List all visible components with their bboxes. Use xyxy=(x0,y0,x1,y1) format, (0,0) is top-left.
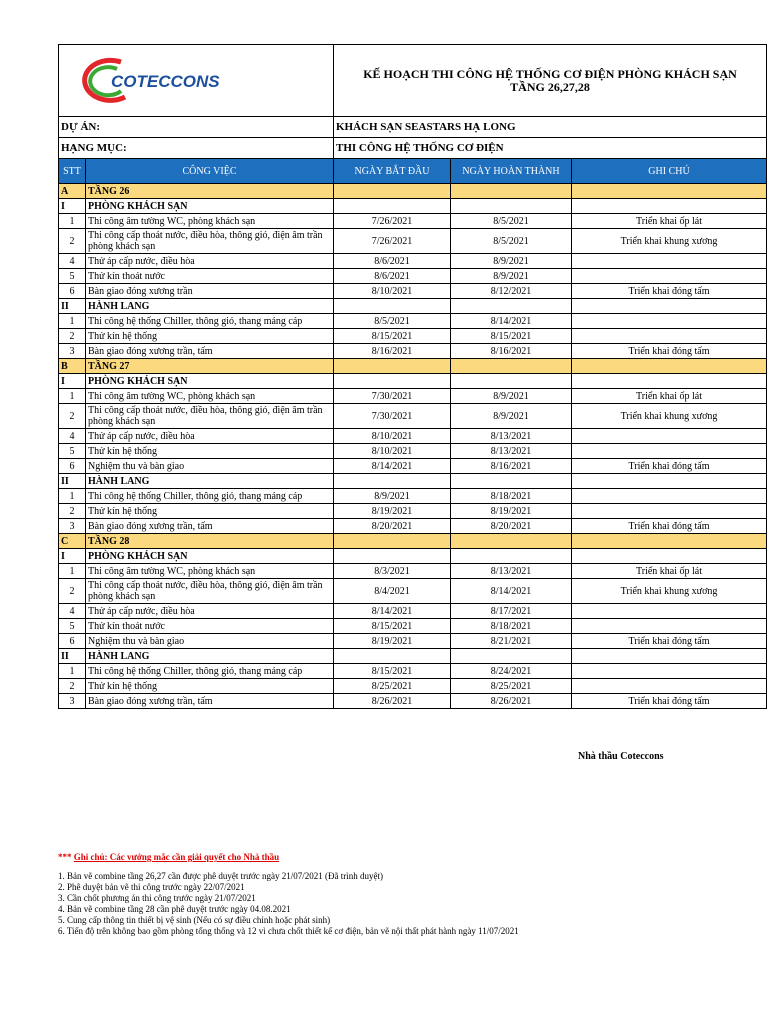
row-no: 3 xyxy=(59,694,86,709)
row-no: B xyxy=(59,359,86,374)
table-row xyxy=(59,314,767,329)
row-end-date: 8/9/2021 xyxy=(451,269,572,284)
row-start-date: 8/16/2021 xyxy=(334,344,451,359)
row-task: Thi công âm tường WC, phòng khách sạn xyxy=(86,389,334,404)
row-no: 5 xyxy=(59,269,86,284)
row-end-date: 8/9/2021 xyxy=(451,404,572,429)
row-start-date: 8/19/2021 xyxy=(334,634,451,649)
logo-cell xyxy=(59,45,334,117)
table-row xyxy=(59,344,767,359)
table-row xyxy=(59,214,767,229)
row-note: Triển khai khung xương xyxy=(572,404,767,429)
row-note xyxy=(572,199,767,214)
schedule-sheet xyxy=(58,44,766,709)
row-note: Triển khai đóng tấm xyxy=(572,694,767,709)
table-row xyxy=(59,634,767,649)
row-task: TẦNG 26 xyxy=(86,184,334,199)
notes-prefix: *** xyxy=(58,852,72,862)
row-no: 4 xyxy=(59,254,86,269)
category-label: HẠNG MỤC: xyxy=(59,138,334,159)
row-start-date: 8/9/2021 xyxy=(334,489,451,504)
row-note: Triển khai khung xương xyxy=(572,579,767,604)
col-header-start: NGÀY BẮT ĐẦU xyxy=(334,159,451,184)
title-cell xyxy=(334,45,767,117)
row-end-date: 8/13/2021 xyxy=(451,429,572,444)
row-task: Thi công cấp thoát nước, điều hòa, thông gió, điện âm trần phòng khách sạn xyxy=(86,229,334,254)
row-task: Thử kín hệ thống xyxy=(86,329,334,344)
title-line-2: TẦNG 26,27,28 xyxy=(510,79,590,94)
row-end-date: 8/20/2021 xyxy=(451,519,572,534)
row-task: Thi công hệ thống Chiller, thông gió, thang máng cáp xyxy=(86,489,334,504)
row-no: I xyxy=(59,199,86,214)
row-end-date xyxy=(451,184,572,199)
row-task: TẦNG 28 xyxy=(86,534,334,549)
row-no: II xyxy=(59,299,86,314)
row-task: Thử áp cấp nước, điều hòa xyxy=(86,254,334,269)
table-row xyxy=(59,444,767,459)
row-no: 3 xyxy=(59,519,86,534)
row-task: PHÒNG KHÁCH SẠN xyxy=(86,549,334,564)
row-no: II xyxy=(59,649,86,664)
note-item: 5. Cung cấp thông tin thiết bị vệ sinh (Nếu có sự điều chỉnh hoặc phát sinh) xyxy=(58,915,331,925)
row-end-date: 8/5/2021 xyxy=(451,214,572,229)
row-note xyxy=(572,299,767,314)
table-row xyxy=(59,694,767,709)
row-no: 2 xyxy=(59,579,86,604)
row-end-date: 8/5/2021 xyxy=(451,229,572,254)
row-no: 3 xyxy=(59,344,86,359)
row-no: C xyxy=(59,534,86,549)
row-end-date: 8/9/2021 xyxy=(451,389,572,404)
row-no: 2 xyxy=(59,229,86,254)
row-note xyxy=(572,374,767,389)
notes-list xyxy=(58,871,519,937)
row-no: 1 xyxy=(59,214,86,229)
row-end-date: 8/25/2021 xyxy=(451,679,572,694)
row-end-date: 8/14/2021 xyxy=(451,314,572,329)
row-start-date: 8/14/2021 xyxy=(334,604,451,619)
row-no: 2 xyxy=(59,504,86,519)
row-start-date xyxy=(334,184,451,199)
row-end-date: 8/26/2021 xyxy=(451,694,572,709)
note-item: 6. Tiến độ trên không bao gồm phòng tổng thống và 12 vì chưa chốt thiết kế cơ điện, bản vẽ nội thất phát hành ngày 11/07/2021 xyxy=(58,926,519,936)
row-start-date: 7/30/2021 xyxy=(334,389,451,404)
row-task: Nghiệm thu và bàn giao xyxy=(86,459,334,474)
area-subsection-row xyxy=(59,374,767,389)
table-row xyxy=(59,284,767,299)
row-task: PHÒNG KHÁCH SẠN xyxy=(86,374,334,389)
table-row xyxy=(59,504,767,519)
area-subsection-row xyxy=(59,549,767,564)
note-item: 4. Bản vẽ combine tầng 28 cần phê duyệt trước ngày 04.08.2021 xyxy=(58,904,291,914)
row-no: I xyxy=(59,549,86,564)
row-task: Thử áp cấp nước, điều hòa xyxy=(86,429,334,444)
col-header-end: NGÀY HOÀN THÀNH xyxy=(451,159,572,184)
row-note: Triển khai đóng tấm xyxy=(572,284,767,299)
row-note xyxy=(572,254,767,269)
row-end-date: 8/19/2021 xyxy=(451,504,572,519)
row-note xyxy=(572,444,767,459)
row-end-date xyxy=(451,649,572,664)
row-start-date: 8/15/2021 xyxy=(334,329,451,344)
row-no: I xyxy=(59,374,86,389)
row-start-date xyxy=(334,299,451,314)
row-note: Triển khai ốp lát xyxy=(572,214,767,229)
row-note: Triển khai đóng tấm xyxy=(572,634,767,649)
row-task: Thi công âm tường WC, phòng khách sạn xyxy=(86,564,334,579)
row-end-date: 8/16/2021 xyxy=(451,344,572,359)
row-task: TẦNG 27 xyxy=(86,359,334,374)
row-note xyxy=(572,664,767,679)
table-row xyxy=(59,229,767,254)
table-row xyxy=(59,389,767,404)
coteccons-logo xyxy=(59,45,334,113)
row-start-date: 8/15/2021 xyxy=(334,619,451,634)
table-row xyxy=(59,404,767,429)
row-no: 6 xyxy=(59,284,86,299)
row-task: Bàn giao đóng xương trần, tấm xyxy=(86,344,334,359)
col-header-task: CÔNG VIỆC xyxy=(86,159,334,184)
row-task: Thử kín thoát nước xyxy=(86,269,334,284)
row-end-date xyxy=(451,549,572,564)
row-task: Thử kín hệ thống xyxy=(86,504,334,519)
row-task: Thi công hệ thống Chiller, thông gió, thang máng cáp xyxy=(86,664,334,679)
row-start-date xyxy=(334,649,451,664)
row-note xyxy=(572,679,767,694)
row-no: A xyxy=(59,184,86,199)
row-no: 6 xyxy=(59,459,86,474)
col-header-stt: STT xyxy=(59,159,86,184)
table-row xyxy=(59,564,767,579)
row-start-date: 8/19/2021 xyxy=(334,504,451,519)
row-no: 4 xyxy=(59,429,86,444)
row-start-date xyxy=(334,534,451,549)
area-subsection-row xyxy=(59,474,767,489)
schedule-table xyxy=(58,44,767,709)
row-end-date: 8/14/2021 xyxy=(451,579,572,604)
row-note: Triển khai ốp lát xyxy=(572,389,767,404)
row-end-date xyxy=(451,359,572,374)
area-subsection-row xyxy=(59,649,767,664)
row-task: Thử áp cấp nước, điều hòa xyxy=(86,604,334,619)
row-note xyxy=(572,269,767,284)
row-note xyxy=(572,329,767,344)
note-item: 3. Cần chốt phương án thi công trước ngày 21/07/2021 xyxy=(58,893,256,903)
row-start-date: 8/10/2021 xyxy=(334,444,451,459)
row-end-date: 8/9/2021 xyxy=(451,254,572,269)
row-end-date: 8/21/2021 xyxy=(451,634,572,649)
table-row xyxy=(59,604,767,619)
row-task: Thi công cấp thoát nước, điều hòa, thông gió, điện âm trần phòng khách sạn xyxy=(86,579,334,604)
row-end-date: 8/17/2021 xyxy=(451,604,572,619)
row-task: Thi công cấp thoát nước, điều hòa, thông gió, điện âm trần phòng khách sạn xyxy=(86,404,334,429)
row-start-date: 8/20/2021 xyxy=(334,519,451,534)
notes-block xyxy=(58,852,519,937)
table-row xyxy=(59,459,767,474)
row-note: Triển khai đóng tấm xyxy=(572,459,767,474)
row-note xyxy=(572,504,767,519)
row-no: 1 xyxy=(59,564,86,579)
row-note xyxy=(572,604,767,619)
row-note xyxy=(572,184,767,199)
row-note xyxy=(572,549,767,564)
row-start-date: 8/6/2021 xyxy=(334,254,451,269)
row-task: Nghiệm thu và bàn giao xyxy=(86,634,334,649)
row-end-date xyxy=(451,199,572,214)
row-end-date: 8/13/2021 xyxy=(451,444,572,459)
row-start-date: 8/10/2021 xyxy=(334,284,451,299)
row-no: 1 xyxy=(59,389,86,404)
table-row xyxy=(59,679,767,694)
category-value: THI CÔNG HỆ THỐNG CƠ ĐIỆN xyxy=(334,138,767,159)
project-label: DỰ ÁN: xyxy=(59,117,334,138)
row-task: Bàn giao đóng xương trần, tấm xyxy=(86,694,334,709)
row-task: HÀNH LANG xyxy=(86,649,334,664)
row-start-date xyxy=(334,359,451,374)
row-task: Bàn giao đóng xương trần, tấm xyxy=(86,519,334,534)
row-no: 2 xyxy=(59,329,86,344)
row-task: Thử kín thoát nước xyxy=(86,619,334,634)
row-no: 5 xyxy=(59,444,86,459)
row-start-date: 8/3/2021 xyxy=(334,564,451,579)
row-start-date: 8/25/2021 xyxy=(334,679,451,694)
area-subsection-row xyxy=(59,199,767,214)
row-note xyxy=(572,489,767,504)
row-end-date: 8/13/2021 xyxy=(451,564,572,579)
table-row xyxy=(59,489,767,504)
contractor-signature: Nhà thầu Coteccons xyxy=(578,751,664,762)
floor-section-row xyxy=(59,534,767,549)
table-row xyxy=(59,619,767,634)
row-start-date: 7/26/2021 xyxy=(334,229,451,254)
row-start-date: 8/10/2021 xyxy=(334,429,451,444)
row-start-date: 8/26/2021 xyxy=(334,694,451,709)
row-end-date: 8/18/2021 xyxy=(451,489,572,504)
row-task: Thử kín hệ thống xyxy=(86,679,334,694)
row-start-date: 8/4/2021 xyxy=(334,579,451,604)
table-row xyxy=(59,254,767,269)
row-note: Triển khai ốp lát xyxy=(572,564,767,579)
row-note xyxy=(572,429,767,444)
row-end-date: 8/12/2021 xyxy=(451,284,572,299)
row-no: 1 xyxy=(59,489,86,504)
row-no: 5 xyxy=(59,619,86,634)
row-task: Thử kín hệ thống xyxy=(86,444,334,459)
row-no: 1 xyxy=(59,314,86,329)
row-task: PHÒNG KHÁCH SẠN xyxy=(86,199,334,214)
row-start-date: 8/6/2021 xyxy=(334,269,451,284)
table-row xyxy=(59,664,767,679)
row-start-date: 8/15/2021 xyxy=(334,664,451,679)
row-note xyxy=(572,359,767,374)
row-no: II xyxy=(59,474,86,489)
row-end-date xyxy=(451,299,572,314)
table-row xyxy=(59,429,767,444)
row-start-date: 7/30/2021 xyxy=(334,404,451,429)
table-header-row xyxy=(59,159,767,184)
col-header-note: GHI CHÚ xyxy=(572,159,767,184)
row-end-date xyxy=(451,474,572,489)
row-end-date: 8/16/2021 xyxy=(451,459,572,474)
row-no: 1 xyxy=(59,664,86,679)
row-note xyxy=(572,534,767,549)
row-note xyxy=(572,649,767,664)
row-task: Thi công hệ thống Chiller, thông gió, thang máng cáp xyxy=(86,314,334,329)
note-item: 1. Bản vẽ combine tầng 26,27 cần được phê duyệt trước ngày 21/07/2021 (Đã trình duyệt) xyxy=(58,871,383,881)
row-no: 6 xyxy=(59,634,86,649)
row-task: Thi công âm tường WC, phòng khách sạn xyxy=(86,214,334,229)
row-task: HÀNH LANG xyxy=(86,474,334,489)
row-no: 4 xyxy=(59,604,86,619)
table-row xyxy=(59,329,767,344)
row-note xyxy=(572,474,767,489)
row-start-date xyxy=(334,474,451,489)
note-item: 2. Phê duyệt bản vẽ thi công trước ngày 22/07/2021 xyxy=(58,882,245,892)
area-subsection-row xyxy=(59,299,767,314)
row-end-date xyxy=(451,534,572,549)
table-row xyxy=(59,269,767,284)
row-start-date xyxy=(334,199,451,214)
row-note: Triển khai đóng tấm xyxy=(572,344,767,359)
row-note xyxy=(572,314,767,329)
row-start-date: 8/14/2021 xyxy=(334,459,451,474)
project-value: KHÁCH SẠN SEASTARS HẠ LONG xyxy=(334,117,767,138)
row-start-date xyxy=(334,374,451,389)
row-start-date: 8/5/2021 xyxy=(334,314,451,329)
row-end-date xyxy=(451,374,572,389)
row-start-date: 7/26/2021 xyxy=(334,214,451,229)
row-task: HÀNH LANG xyxy=(86,299,334,314)
logo-text: COTECCONS xyxy=(111,72,220,91)
row-no: 2 xyxy=(59,404,86,429)
floor-section-row xyxy=(59,359,767,374)
row-note xyxy=(572,619,767,634)
row-end-date: 8/18/2021 xyxy=(451,619,572,634)
row-start-date xyxy=(334,549,451,564)
notes-title xyxy=(58,852,519,863)
row-end-date: 8/24/2021 xyxy=(451,664,572,679)
title-line-1: KẾ HOẠCH THI CÔNG HỆ THỐNG CƠ ĐIỆN PHÒNG KHÁCH SẠN xyxy=(363,66,737,81)
floor-section-row xyxy=(59,184,767,199)
row-note: Triển khai khung xương xyxy=(572,229,767,254)
row-end-date: 8/15/2021 xyxy=(451,329,572,344)
table-row xyxy=(59,519,767,534)
row-note: Triển khai đóng tấm xyxy=(572,519,767,534)
row-task: Bàn giao đóng xương trần xyxy=(86,284,334,299)
row-no: 2 xyxy=(59,679,86,694)
notes-title-text: Ghi chú: Các vướng mắc cần giải quyết cho Nhà thầu xyxy=(73,852,280,862)
table-row xyxy=(59,579,767,604)
